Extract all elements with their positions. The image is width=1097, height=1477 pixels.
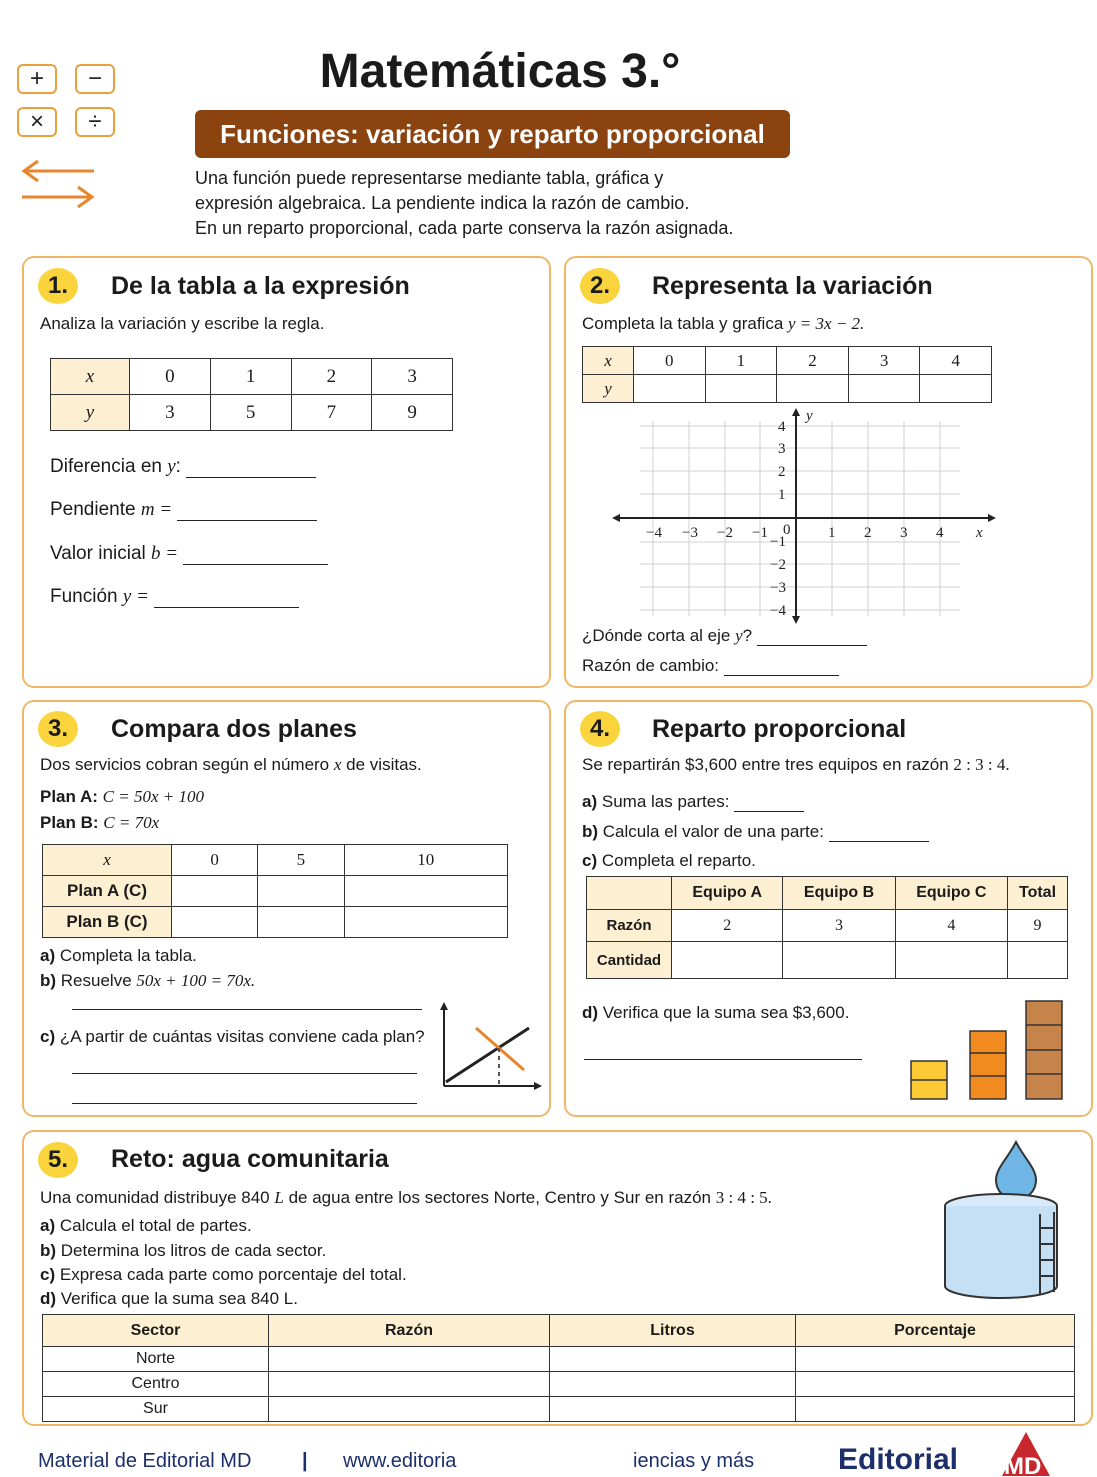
answer-line[interactable] xyxy=(734,811,804,812)
table-empty-cell[interactable] xyxy=(783,942,895,979)
table-cell: 3 xyxy=(372,359,453,395)
x-tick-label: 1 xyxy=(828,525,836,541)
table-cell: 5 xyxy=(210,395,291,431)
water-tank-icon xyxy=(936,1136,1066,1308)
row-header-norte: Norte xyxy=(43,1347,269,1372)
section-3-title: Compara dos planes xyxy=(111,715,357,743)
table-cell: 4 xyxy=(895,910,1007,942)
table-empty-cell[interactable] xyxy=(672,942,783,979)
y-tick-label: 3 xyxy=(778,441,786,457)
table-cell: 9 xyxy=(1008,910,1068,942)
svg-text:MD: MD xyxy=(1004,1453,1042,1476)
y-tick-label: 2 xyxy=(778,464,786,480)
table-header: Porcentaje xyxy=(796,1315,1075,1347)
x-tick-label: −1 xyxy=(752,525,768,541)
answer-line[interactable] xyxy=(757,645,867,646)
table-empty-cell[interactable] xyxy=(550,1372,796,1397)
answer-line[interactable] xyxy=(724,675,839,676)
table-cell: 0 xyxy=(172,845,258,876)
question-slope: Pendiente m = xyxy=(50,499,317,521)
question-rate: Razón de cambio: xyxy=(582,656,839,676)
answer-line[interactable] xyxy=(183,564,328,565)
item-b: b) Calcula el valor de una parte: xyxy=(582,822,929,842)
section-5-table xyxy=(42,1314,1075,1422)
table-empty-cell[interactable] xyxy=(777,375,849,403)
table-empty-cell[interactable] xyxy=(634,375,706,403)
table-empty-cell[interactable] xyxy=(1008,942,1068,979)
row-header-sur: Sur xyxy=(43,1397,269,1422)
question-intercept: Valor inicial b = xyxy=(50,543,328,565)
table-header: Equipo B xyxy=(783,877,895,910)
question-difference: Diferencia en y: xyxy=(50,456,316,478)
row-header-centro: Centro xyxy=(43,1372,269,1397)
answer-line[interactable] xyxy=(829,841,929,842)
table-cell: 7 xyxy=(291,395,372,431)
item-a: a) Suma las partes: xyxy=(582,792,804,812)
section-2-badge: 2. xyxy=(580,268,620,304)
table-cell: 9 xyxy=(372,395,453,431)
y-tick-label: −1 xyxy=(770,534,786,550)
table-cell: 3 xyxy=(130,395,211,431)
row-header-cantidad: Cantidad xyxy=(587,942,672,979)
table-empty-cell[interactable] xyxy=(895,942,1007,979)
section-4-title: Reparto proporcional xyxy=(652,715,907,743)
section-2-instruction: Completa la tabla y grafica y = 3x − 2. xyxy=(582,314,865,333)
section-1-badge: 1. xyxy=(38,268,78,304)
table-empty-cell[interactable] xyxy=(550,1347,796,1372)
times-sign-icon: × xyxy=(17,107,57,137)
plan-a-equation: Plan A: C = 50x + 100 xyxy=(40,787,204,806)
origin-label: 0 xyxy=(783,522,791,538)
table-empty-cell[interactable] xyxy=(269,1397,550,1422)
answer-line[interactable] xyxy=(154,607,299,608)
table-header-x: x xyxy=(51,359,130,395)
table-cell: 2 xyxy=(291,359,372,395)
table-cell: 2 xyxy=(777,347,849,375)
section-5-panel xyxy=(22,1130,1093,1426)
table-header-y: y xyxy=(583,375,634,403)
row-header-razon: Razón xyxy=(587,910,672,942)
table-empty-cell[interactable] xyxy=(258,907,344,938)
section-3-table xyxy=(42,844,508,938)
section-5-instruction: Una comunidad distribuye 840 L de agua entre los sectores Norte, Centro y Sur en razón 3 : 4 : 5. xyxy=(40,1188,772,1207)
x-tick-label: 2 xyxy=(864,525,872,541)
item-a: a) Calcula el total de partes. xyxy=(40,1216,252,1235)
section-5-title: Reto: agua comunitaria xyxy=(111,1145,389,1173)
table-empty-cell[interactable] xyxy=(269,1347,550,1372)
item-a: a) Completa la tabla. xyxy=(40,946,197,965)
answer-line[interactable] xyxy=(584,1059,862,1060)
page-title: Matemáticas 3.° xyxy=(319,45,681,98)
x-tick-label: 4 xyxy=(936,525,944,541)
table-header: Equipo C xyxy=(895,877,1007,910)
coordinate-grid xyxy=(610,406,1000,626)
x-tick-label: −3 xyxy=(682,525,698,541)
item-b: b) Determina los litros de cada sector. xyxy=(40,1241,327,1260)
y-tick-label: 4 xyxy=(778,419,786,435)
table-header: Equipo A xyxy=(672,877,783,910)
table-header: Razón xyxy=(269,1315,550,1347)
topic-banner: Funciones: variación y reparto proporcional xyxy=(195,110,790,158)
section-3-panel xyxy=(22,700,551,1117)
table-empty-cell[interactable] xyxy=(796,1397,1075,1422)
table-empty-cell[interactable] xyxy=(550,1397,796,1422)
section-2-panel xyxy=(564,256,1093,688)
y-axis-label: y xyxy=(806,408,813,424)
table-header: Litros xyxy=(550,1315,796,1347)
md-logo-icon xyxy=(998,1428,1078,1476)
crossing-lines-icon xyxy=(434,1002,544,1094)
y-tick-label: 1 xyxy=(778,487,786,503)
plan-b-equation: Plan B: C = 70x xyxy=(40,813,160,832)
table-cell: 5 xyxy=(258,845,344,876)
x-tick-label: −2 xyxy=(717,525,733,541)
answer-line[interactable] xyxy=(72,1073,417,1074)
answer-line[interactable] xyxy=(177,520,317,521)
table-empty-cell[interactable] xyxy=(796,1372,1075,1397)
table-cell: 3 xyxy=(783,910,895,942)
section-2-table xyxy=(582,346,992,403)
footer-separator: | xyxy=(302,1450,308,1472)
table-header: Sector xyxy=(43,1315,269,1347)
table-cell: 0 xyxy=(130,359,211,395)
table-empty-cell[interactable] xyxy=(172,907,258,938)
section-1-instruction: Analiza la variación y escribe la regla. xyxy=(40,314,325,333)
answer-line[interactable] xyxy=(186,477,316,478)
answer-line[interactable] xyxy=(72,1009,422,1010)
item-c: c) ¿A partir de cuántas visitas conviene cada plan? xyxy=(40,1027,425,1046)
table-header: Total xyxy=(1008,877,1068,910)
table-empty-cell[interactable] xyxy=(344,876,507,907)
section-4-table xyxy=(586,876,1068,979)
table-cell: 0 xyxy=(634,347,706,375)
x-tick-label: −4 xyxy=(646,525,662,541)
table-empty-cell[interactable] xyxy=(344,907,507,938)
item-c: c) Expresa cada parte como porcentaje del total. xyxy=(40,1265,407,1284)
item-b: b) Resuelve 50x + 100 = 70x. xyxy=(40,971,256,990)
y-tick-label: −3 xyxy=(770,580,786,596)
table-cell: 1 xyxy=(705,347,777,375)
table-cell: 3 xyxy=(848,347,920,375)
section-2-title: Representa la variación xyxy=(652,272,933,300)
table-corner xyxy=(587,877,672,910)
footer-tagline: iencias y más xyxy=(633,1450,755,1472)
table-empty-cell[interactable] xyxy=(796,1347,1075,1372)
table-empty-cell[interactable] xyxy=(172,876,258,907)
intro-text: Una función puede representarse mediante tabla, gráfica y expresión algebraica. La pendiente indica la razón de cambio. En un reparto proporcional, cada parte conserva la razón asignada. xyxy=(195,168,734,238)
minus-sign-icon: − xyxy=(75,64,115,94)
section-3-instruction: Dos servicios cobran según el número x de visitas. xyxy=(40,755,422,774)
table-empty-cell[interactable] xyxy=(269,1372,550,1397)
row-header-plan-a: Plan A (C) xyxy=(43,876,172,907)
footer-brand: Editorial xyxy=(838,1443,959,1476)
divide-sign-icon: ÷ xyxy=(75,107,115,137)
table-empty-cell[interactable] xyxy=(258,876,344,907)
question-y-intercept: ¿Dónde corta al eje y? xyxy=(582,626,867,646)
footer-credit: Material de Editorial MD xyxy=(38,1450,252,1472)
footer-url[interactable]: www.editoria xyxy=(343,1450,457,1472)
y-tick-label: −4 xyxy=(770,603,786,619)
item-d: d) Verifica que la suma sea 840 L. xyxy=(40,1289,298,1308)
item-d: d) Verifica que la suma sea $3,600. xyxy=(582,1003,850,1022)
row-header-plan-b: Plan B (C) xyxy=(43,907,172,938)
table-header-y: y xyxy=(51,395,130,431)
section-1-title: De la tabla a la expresión xyxy=(111,272,410,300)
table-cell: 2 xyxy=(672,910,783,942)
table-empty-cell[interactable] xyxy=(848,375,920,403)
answer-line[interactable] xyxy=(72,1103,417,1104)
x-axis-label: x xyxy=(976,525,983,541)
question-function: Función y = xyxy=(50,586,299,608)
item-c: c) Completa el reparto. xyxy=(582,851,756,870)
double-arrow-icon xyxy=(18,155,98,215)
table-header-x: x xyxy=(583,347,634,375)
section-3-badge: 3. xyxy=(38,711,78,747)
y-tick-label: −2 xyxy=(770,557,786,573)
table-empty-cell[interactable] xyxy=(920,375,992,403)
section-1-panel xyxy=(22,256,551,688)
section-4-instruction: Se repartirán $3,600 entre tres equipos en razón 2 : 3 : 4. xyxy=(582,755,1010,774)
plus-sign-icon: + xyxy=(17,64,57,94)
x-tick-label: 3 xyxy=(900,525,908,541)
table-header-x: x xyxy=(43,845,172,876)
table-empty-cell[interactable] xyxy=(705,375,777,403)
section-4-badge: 4. xyxy=(580,711,620,747)
table-cell: 10 xyxy=(344,845,507,876)
section-5-badge: 5. xyxy=(38,1142,78,1178)
section-1-table xyxy=(50,358,453,431)
proportional-blocks-icon xyxy=(906,997,1071,1107)
table-cell: 4 xyxy=(920,347,992,375)
table-cell: 1 xyxy=(210,359,291,395)
section-4-panel xyxy=(564,700,1093,1117)
